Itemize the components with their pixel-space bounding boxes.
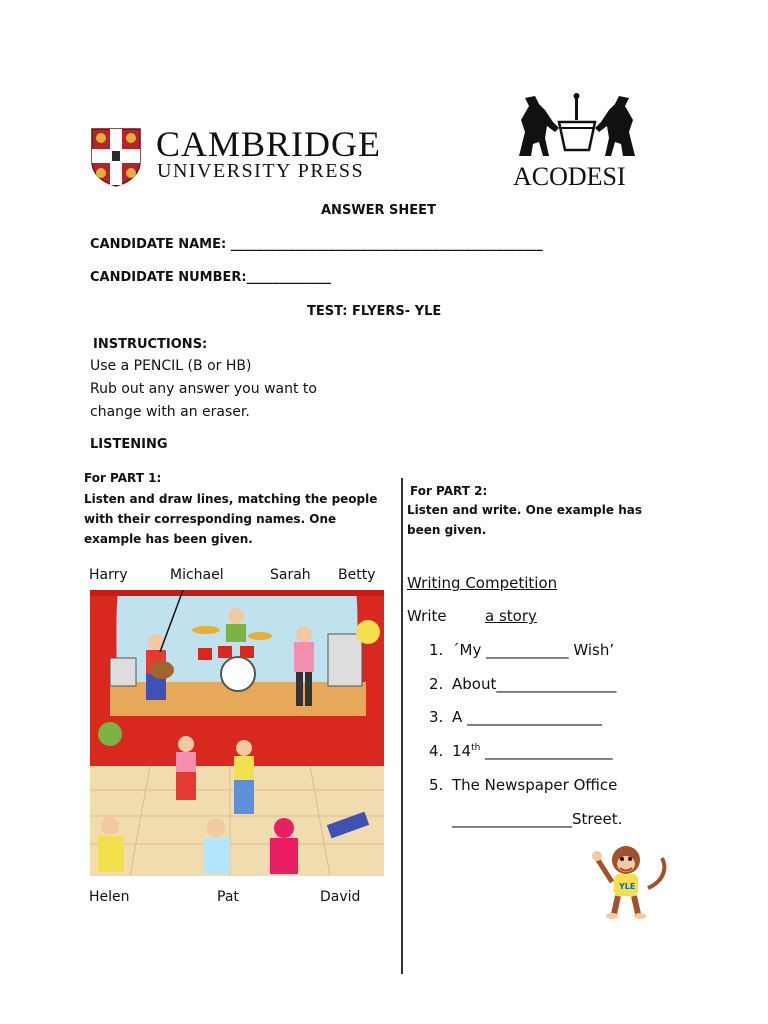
part2-instructions: Listen and write. One example has been given.: [407, 503, 642, 537]
answer-item-3[interactable]: A __________________: [452, 708, 603, 726]
name-betty: Betty: [338, 567, 376, 583]
test-label: TEST: FLYERS- YLE: [307, 304, 442, 319]
writing-competition-subtitle: Writing Competition: [407, 574, 558, 592]
candidate-number-label: CANDIDATE NUMBER:: [90, 270, 247, 285]
cambridge-logo-text: CAMBRIDGE: [156, 124, 382, 164]
page-title: ANSWER SHEET: [321, 203, 436, 218]
answer-item-4[interactable]: [452, 742, 613, 760]
name-helen: Helen: [89, 889, 130, 905]
cambridge-shield-logo: [90, 127, 142, 187]
answer-item-number: 4.: [429, 742, 444, 760]
mascot-shirt-text: YLE: [619, 882, 636, 891]
name-sarah: Sarah: [270, 567, 311, 583]
instruction-line: Use a PENCIL (B or HB): [90, 358, 252, 374]
answer-item-4-suffix: th: [471, 743, 481, 753]
answer-item-5: The Newspaper Office: [452, 776, 618, 794]
part1-instructions: Listen and draw lines, matching the people with their corresponding names. One example has been given.: [84, 492, 378, 546]
listening-title: LISTENING: [90, 437, 168, 452]
answer-item-2[interactable]: About________________: [452, 675, 617, 693]
name-david: David: [320, 889, 361, 905]
instruction-line: Rub out any answer you want to: [90, 381, 317, 397]
part1-title: For PART 1:: [84, 471, 162, 485]
candidate-number-row: [90, 270, 331, 285]
part2-title: For PART 2:: [410, 484, 488, 498]
answer-item-number: 5.: [429, 776, 444, 794]
answer-item-number: 1.: [429, 641, 444, 659]
column-divider: [401, 478, 403, 974]
answer-item-number: 3.: [429, 708, 444, 726]
name-pat: Pat: [217, 889, 239, 905]
answer-item-4-blank[interactable]: _________________: [480, 742, 613, 760]
name-michael: Michael: [170, 567, 224, 583]
candidate-number-field[interactable]: _____________: [246, 270, 332, 285]
candidate-name-field[interactable]: ________________________________________________: [230, 237, 543, 252]
answer-item-1[interactable]: ´My ___________ Wish’: [452, 641, 615, 659]
write-label: Write: [407, 607, 447, 625]
write-example-answer: a story: [485, 607, 537, 625]
instruction-line: change with an eraser.: [90, 404, 250, 420]
answer-item-number: 2.: [429, 675, 444, 693]
instructions-title: INSTRUCTIONS:: [93, 337, 208, 352]
candidate-name-label: CANDIDATE NAME:: [90, 237, 227, 252]
acodesi-emblem-logo: [515, 92, 639, 162]
candidate-name-row: [90, 237, 543, 252]
answer-item-4-number: 14: [452, 742, 472, 760]
street-answer-field[interactable]: ________________Street.: [452, 810, 623, 828]
name-harry: Harry: [89, 567, 128, 583]
acodesi-logo-text: ACODESI: [513, 162, 626, 191]
cambridge-logo-subtext: UNIVERSITY PRESS: [157, 160, 365, 182]
monkey-mascot-illustration: [588, 842, 672, 920]
party-scene-illustration: [90, 590, 384, 876]
